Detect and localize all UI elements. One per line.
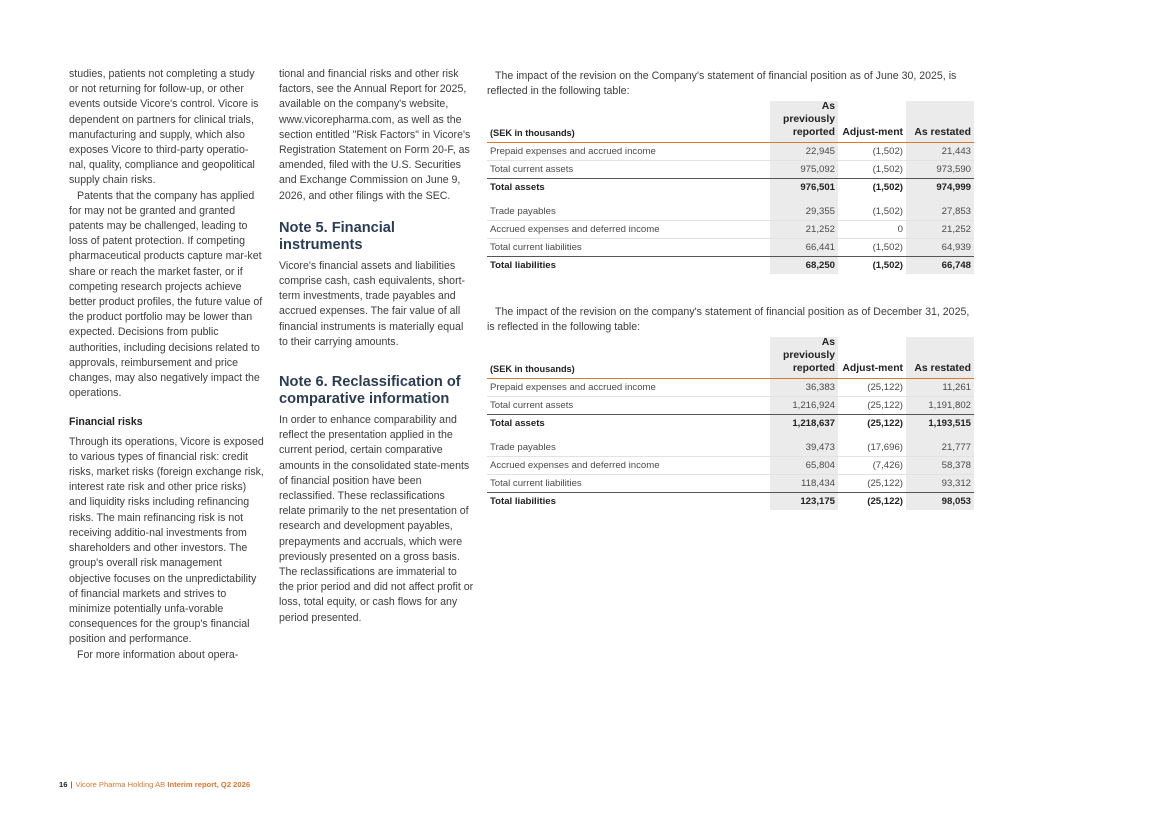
row-label: Total current assets [490, 163, 574, 175]
table-row [487, 142, 974, 160]
cell-previously-reported: 1,216,924 [770, 396, 838, 414]
row-label: Accrued expenses and deferred income [487, 456, 770, 474]
cell-previously-reported: 21,252 [770, 220, 838, 238]
cell-as-restated: 1,193,515 [906, 414, 974, 432]
row-label: Total liabilities [487, 256, 770, 274]
table-row [487, 220, 974, 238]
table-row-total [487, 178, 974, 196]
row-label: Prepaid expenses and accrued income [487, 378, 770, 396]
cell-as-restated: 974,999 [906, 178, 974, 196]
cell-previously-reported: 29,355 [770, 203, 838, 221]
cell-previously-reported: 123,175 [770, 492, 838, 510]
cell-previously-reported: 66,441 [770, 238, 838, 256]
cell-previously-reported: 1,218,637 [770, 414, 838, 432]
cell-adjustment: (25,122) [867, 477, 903, 489]
column-header-as-restated: As restated [906, 337, 974, 378]
column-header-adjustment: Adjust-ment [838, 101, 906, 142]
paragraph: For more information about opera- [77, 648, 239, 661]
cell-adjustment: (1,502) [872, 241, 903, 253]
cell-adjustment: (25,122) [838, 378, 906, 396]
text-column-middle [279, 67, 474, 626]
column-header-adjustment: Adjust-ment [838, 337, 906, 378]
cell-as-restated: 21,777 [906, 439, 974, 457]
cell-adjustment: (25,122) [867, 399, 903, 411]
note-6-title: Note 6. Reclassification of comparative information [279, 374, 461, 408]
company-name: Vicore Pharma Holding AB [75, 780, 166, 789]
cell-as-restated: 973,590 [906, 160, 974, 178]
cell-adjustment: (1,502) [838, 203, 906, 221]
table-intro: The impact of the revision on the company's statement of financial position as of December 31, 2025, is reflected in the following table: [487, 306, 970, 334]
table-row [487, 378, 974, 396]
row-label: Accrued expenses and deferred income [487, 220, 770, 238]
text-column-left [69, 67, 264, 663]
revision-table-december-2025 [487, 305, 974, 510]
cell-previously-reported: 39,473 [770, 439, 838, 457]
cell-as-restated: 21,252 [906, 220, 974, 238]
table-spacer [487, 432, 974, 439]
table-header-row [487, 101, 974, 142]
financial-position-table [487, 337, 974, 509]
table-header-row [487, 337, 974, 378]
column-header-label: (SEK in thousands) [487, 101, 770, 142]
column-header-previously-reported: As previously reported [770, 337, 838, 378]
section-heading-financial-risks: Financial risks [69, 416, 143, 429]
row-label: Trade payables [487, 203, 770, 221]
table-row [487, 439, 974, 457]
column-header-previously-reported: As previously reported [770, 101, 838, 142]
page-footer [59, 780, 250, 789]
table-row [487, 203, 974, 221]
table-intro: The impact of the revision on the Company's statement of financial position as of June 30, 2025, is reflected in the following table: [487, 70, 957, 98]
table-row [487, 474, 974, 492]
row-label: Total current liabilities [490, 241, 582, 253]
table-row-total [487, 256, 974, 274]
row-label: Total assets [487, 414, 770, 432]
paragraph: tional and financial risks and other risk factors, see the Annual Report for 2025, available on the company's website, www.vicorepharma.com, as well as the section entitled "Risk Factors" in Vicore's Registration Statement on Form 20-F, as amended, filed with the U.S. Securities and Exchange Commission on June 9, 2026, and other filings with the SEC. [279, 68, 471, 202]
row-label: Prepaid expenses and accrued income [487, 142, 770, 160]
financial-position-table [487, 101, 974, 273]
cell-previously-reported: 65,804 [770, 456, 838, 474]
column-header-label: (SEK in thousands) [487, 337, 770, 378]
paragraph: Through its operations, Vicore is exposed to various types of financial risk: credit risks, market risks (foreign exchange risk, interest rate risk and other price risks) and liquidity risks including refinancing risks. The main refinancing risk is not receiving additio-nal investments from shareholders and other investors. The group's overall risk management objective focuses on the unpredictability of financial markets and strives to minimize potentially unfa-vorable consequences for the group's financial position and performance. [69, 435, 264, 646]
paragraph: Patents that the company has applied for may not be granted and granted patents may be challenged, leading to loss of patent protection. If competing pharmaceutical products capture mar-ket share or reach the market faster, or if competing research projects achieve better product profiles, the future value of the product portfolio may be lower than expected. Decisions from public authorities, including decisions related to approvals, reimbursement and price changes, may also negatively impact the operations. [69, 189, 263, 400]
page-number: 16 [59, 780, 68, 789]
table-spacer [487, 196, 974, 203]
cell-previously-reported: 118,434 [770, 474, 838, 492]
cell-as-restated: 21,443 [906, 142, 974, 160]
row-label: Total assets [487, 178, 770, 196]
note-5-title: Note 5. Financial instruments [279, 219, 395, 253]
table-row-total [487, 414, 974, 432]
table-row [487, 456, 974, 474]
footer-separator: | [70, 780, 73, 789]
cell-as-restated: 98,053 [906, 492, 974, 510]
cell-previously-reported: 22,945 [770, 142, 838, 160]
cell-adjustment: (1,502) [838, 178, 906, 196]
cell-adjustment: (25,122) [838, 414, 906, 432]
cell-previously-reported: 976,501 [770, 178, 838, 196]
note-6-text: In order to enhance comparability and reflect the presentation applied in the current period, certain comparative amounts in the consolidated state-ments of financial position have been reclassified. These reclassifications relate primarily to the net presentation of research and development payables, prepayments and accruals, which were previously presented on a gross basis. The reclassifications are immaterial to the prior period and did not affect profit or loss, total equity, or cash flows for any period presented. [279, 414, 474, 624]
column-header-as-restated: As restated [906, 101, 974, 142]
report-title: Interim report, Q2 2026 [167, 780, 251, 789]
cell-previously-reported: 975,092 [770, 160, 838, 178]
cell-as-restated: 64,939 [906, 238, 974, 256]
cell-adjustment: (1,502) [872, 163, 903, 175]
cell-adjustment: (17,696) [838, 439, 906, 457]
cell-adjustment: (7,426) [838, 456, 906, 474]
cell-as-restated: 27,853 [906, 203, 974, 221]
cell-previously-reported: 36,383 [770, 378, 838, 396]
note-5-text: Vicore's financial assets and liabilities comprise cash, cash equivalents, short-term investments, trade payables and accrued expenses. The fair value of all financial instruments is materially equal to their carrying amounts. [279, 259, 466, 348]
cell-as-restated: 1,191,802 [906, 396, 974, 414]
cell-as-restated: 66,748 [906, 256, 974, 274]
table-row-total [487, 492, 974, 510]
row-label: Total current liabilities [490, 477, 582, 489]
table-row [487, 238, 974, 256]
row-label: Trade payables [487, 439, 770, 457]
cell-adjustment: 0 [838, 220, 906, 238]
revision-table-june-2025 [487, 69, 974, 274]
cell-adjustment: (1,502) [838, 256, 906, 274]
table-row [487, 160, 974, 178]
row-label: Total liabilities [487, 492, 770, 510]
cell-as-restated: 93,312 [906, 474, 974, 492]
cell-as-restated: 58,378 [906, 456, 974, 474]
paragraph: studies, patients not completing a study or not returning for follow-up, or other events outside Vicore's control. Vicore is dependent on partners for clinical trials, manufacturing and supply, which also exposes Vicore to third-party operatio-nal, quality, compliance and geopolitical supply chain risks. [69, 68, 259, 187]
cell-adjustment: (25,122) [838, 492, 906, 510]
row-label: Total current assets [490, 399, 574, 411]
table-row [487, 396, 974, 414]
cell-adjustment: (1,502) [838, 142, 906, 160]
cell-as-restated: 11,261 [906, 378, 974, 396]
cell-previously-reported: 68,250 [770, 256, 838, 274]
